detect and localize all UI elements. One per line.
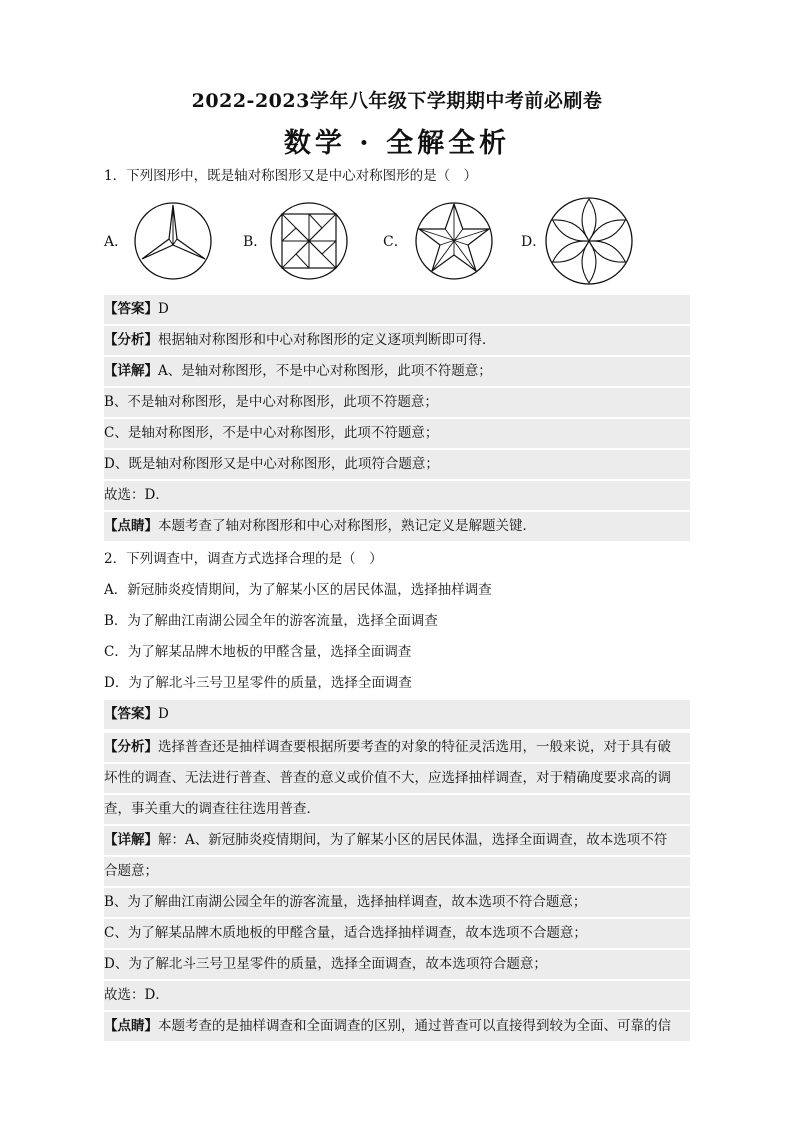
q1-analysis: 【分析】根据轴对称图形和中心对称图形的定义逐项判断即可得． — [104, 326, 690, 355]
q1-comment: 【点睛】本题考查了轴对称图形和中心对称图形，熟记定义是解题关键． — [104, 512, 690, 541]
q2-detail-line: 【详解】解：A、新冠肺炎疫情期间，为了解某小区的居民体温，选择全面调查，故本选项不符 — [104, 826, 690, 855]
q2-option-d: D．为了解北斗三号卫星零件的质量，选择全面调查 — [104, 675, 412, 691]
q1-detail-line: B、不是轴对称图形，是中心对称图形，此项不符题意； — [104, 388, 690, 417]
q2-answer: 【答案】D — [104, 700, 690, 729]
pinwheel-square-circle-icon — [269, 201, 349, 281]
q2-detail-line: C、为了解某品牌木质地板的甲醛含量，适合选择抽样调查，故本选项不合题意； — [104, 919, 690, 948]
q2-option-b: B．为了解曲江南湖公园全年的游客流量，选择全面调查 — [104, 613, 438, 629]
q1-detail-line: 【详解】A、是轴对称图形，不是中心对称图形，此项不符题意； — [104, 357, 690, 386]
q2-detail-line: D、为了解北斗三号卫星零件的质量，选择全面调查，故本选项符合题意； — [104, 950, 690, 979]
q1-detail-line: 故选：D． — [104, 481, 690, 510]
three-blade-star-circle-icon — [133, 201, 213, 281]
q1-detail-line: D、既是轴对称图形又是中心对称图形，此项符合题意； — [104, 450, 690, 479]
six-petal-flower-circle-icon — [544, 196, 634, 286]
q2-detail-line: B、为了解曲江南湖公园全年的游客流量，选择抽样调查，故本选项不符合题意； — [104, 888, 690, 917]
q1-option-b-label: B． — [243, 234, 268, 250]
q2-comment: 【点睛】本题考查的是抽样调查和全面调查的区别，通过普查可以直接得到较为全面、可靠的信 — [104, 1012, 690, 1041]
q2-analysis: 【分析】选择普查还是抽样调查要根据所要考查的对象的特征灵活选用，一般来说，对于具有破 — [104, 733, 690, 762]
q2-detail-line: 故选：D． — [104, 981, 690, 1010]
q1-stem: 1．下列图形中，既是轴对称图形又是中心对称图形的是（ ） — [104, 168, 478, 184]
q1-option-d-label: D． — [521, 234, 547, 250]
q2-stem: 2．下列调查中，调查方式选择合理的是（ ） — [104, 551, 383, 567]
q2-analysis-line: 查，事关重大的调查往往选用普查． — [104, 795, 690, 824]
document-title: 2022-2023学年八年级下学期期中考前必刷卷 — [191, 90, 603, 112]
q1-option-c-label: C． — [383, 234, 408, 250]
q1-option-a-label: A． — [104, 234, 129, 250]
document-subtitle: 数学 · 全解全析 — [283, 128, 511, 159]
q2-analysis-line: 坏性的调查、无法进行普查、普查的意义或价值不大，应选择抽样调查，对于精确度要求高的调 — [104, 764, 690, 793]
five-point-star-circle-icon — [414, 201, 494, 281]
q2-option-c: C．为了解某品牌木地板的甲醛含量，选择全面调查 — [104, 644, 412, 660]
q1-detail-line: C、是轴对称图形，不是中心对称图形，此项不符题意； — [104, 419, 690, 448]
q1-answer: 【答案】D — [104, 295, 690, 324]
q2-detail-line: 合题意； — [104, 857, 690, 886]
q2-option-a: A．新冠肺炎疫情期间，为了解某小区的居民体温，选择抽样调查 — [104, 582, 492, 598]
